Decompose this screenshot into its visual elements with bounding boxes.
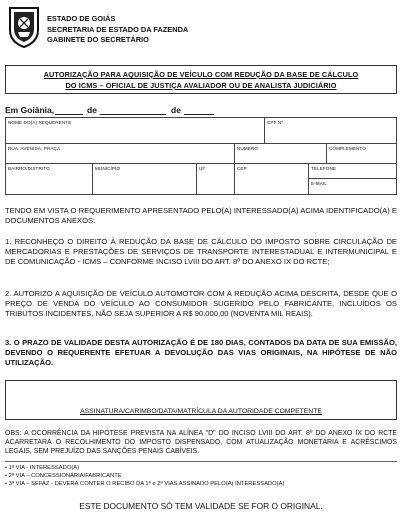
number-field[interactable] [235,144,327,164]
district-field[interactable] [6,164,93,194]
copies-list [5,461,397,489]
zip-label: CEP [237,166,247,171]
day-field[interactable] [55,114,83,115]
title-box [5,65,397,94]
coat-of-arms-icon [6,6,42,48]
observation-note: OBS: A OCORRÊNCIA DA HIPÓTESE PREVISTA NA ALÍNEA "D" DO INCISO LVIII DO ART. 8º DO ANEXO IX DO RCTE ACARRETARÁ O RECOLHIMENTO DO IMPOSTO DISPENSADO, COM ATUALIZAÇÃO MONETÁRIA E ACRÉSCIMOS LEGAIS, SEM PREJUÍZO DAS SANÇÕES PENAIS CABÍVEIS. [5,430,397,455]
header-cabinet: GABINETE DO SECRETÁRIO [47,35,149,44]
date-de-1: de [87,105,97,115]
email-label: E-MAIL [311,181,327,186]
city-label: MUNICÍPIO [95,166,121,171]
signature-box[interactable] [5,380,397,420]
phone-field[interactable] [309,164,396,179]
name-label: NOME DO(A) REQUERENTE [8,120,72,125]
copy-2: • 2ª VIA – CONCESSIONÁRIA/FABRICANTE [5,473,122,480]
name-field[interactable] [6,118,265,144]
year-field[interactable] [184,114,214,115]
validity-footer: ESTE DOCUMENTO SÓ TEM VALIDADE SE FOR O ORIGINAL. [79,501,323,511]
item-2-paragraph: 2. AUTORIZO A AQUISIÇÃO DE VEÍCULO AUTOMOTOR COM A REDUÇÃO ACIMA DESCRITA, DESDE QUE O PREÇO DE VENDA DO VEÍCULO AO CONSUMIDOR SUGERIDO PELO FABRICANTE, INCLUÍDOS OS TRIBUTOS INCIDENTES, NÃO SEJA SUPERIOR A R$ 90.000,00 (NOVENTA MIL REAIS). [5,289,397,319]
state-field[interactable] [197,164,235,194]
title-line-1: AUTORIZAÇÃO PARA AQUISIÇÃO DE VEÍCULO COM REDUÇÃO DA BASE DE CÁLCULO [43,70,359,79]
zip-field[interactable] [235,164,309,194]
cpf-field[interactable] [265,118,396,144]
copy-3: • 3ª VIA – SEFAZ - DEVERÁ CONTER O RECIBO DA 1ª e 2ª VIAS ASSINADO PELO(A) INTERESSADO(A) [5,481,285,488]
district-label: BAIRRO/DISTRITO [8,166,50,171]
cpf-label: CPF Nº [267,120,284,125]
street-field[interactable] [6,144,235,164]
state-label: UF [199,166,206,171]
month-field[interactable] [100,114,166,115]
header-state: ESTADO DE GOIÁS [47,14,116,23]
complement-label: COMPLEMENTO [329,146,367,151]
intro-paragraph: TENDO EM VISTA O REQUERIMENTO APRESENTADO PELO(A) INTERESSADO(A) ACIMA IDENTIFICADO(A) E DOCUMENTOS ANEXOS: [5,206,397,226]
date-de-2: de [171,105,181,115]
requester-form [5,117,397,195]
signature-label: ASSINATURA/CARIMBO/DATA/MATRÍCULA DA AUTORIDADE COMPETENTE [80,408,322,415]
header-secretariat: SECRETARIA DE ESTADO DA FAZENDA [47,24,189,34]
document-header [5,5,397,55]
date-line [5,105,397,117]
city-field[interactable] [93,164,197,194]
title-line-2: DO ICMS – OFICIAL DE JUSTIÇA AVALIADOR OU DE ANALISTA JUDICIÁRIO [65,81,337,90]
item-1-paragraph: 1. RECONHEÇO O DIREITO À REDUÇÃO DA BASE DE CÁLCULO DO IMPOSTO SOBRE CIRCULAÇÃO DE MERCADORIAS E PRESTAÇÕES DE SERVIÇOS DE TRANSPORTE INTERESTADUAL E INTERMUNICIPAL E DE COMUNICAÇÃO - ICMS – CONFORME INCISO LVIII DO ART. 8º DO ANEXO IX DO RCTE; [5,237,397,267]
complement-field[interactable] [327,144,396,164]
date-prefix: Em Goiânia, [5,105,55,115]
phone-label: TELEFONE [311,166,337,171]
number-label: NÚMERO [237,146,259,151]
copy-1: • 1ª VIA - INTERESSADO(A) [5,465,80,471]
street-label: RUA, AVENIDA, PRAÇA [8,146,61,151]
item-3-paragraph: 3. O PRAZO DE VALIDADE DESTA AUTORIZAÇÃO É DE 180 DIAS, CONTADOS DA DATA DE SUA EMISSÃO, DEVENDO O REQUERENTE EFETUAR A DEVOLUÇÃO DAS VIAS ORIGINAIS, NA HIPÓTESE DE NÃO UTILIZAÇÃO. [5,338,397,368]
email-field[interactable] [309,179,396,194]
